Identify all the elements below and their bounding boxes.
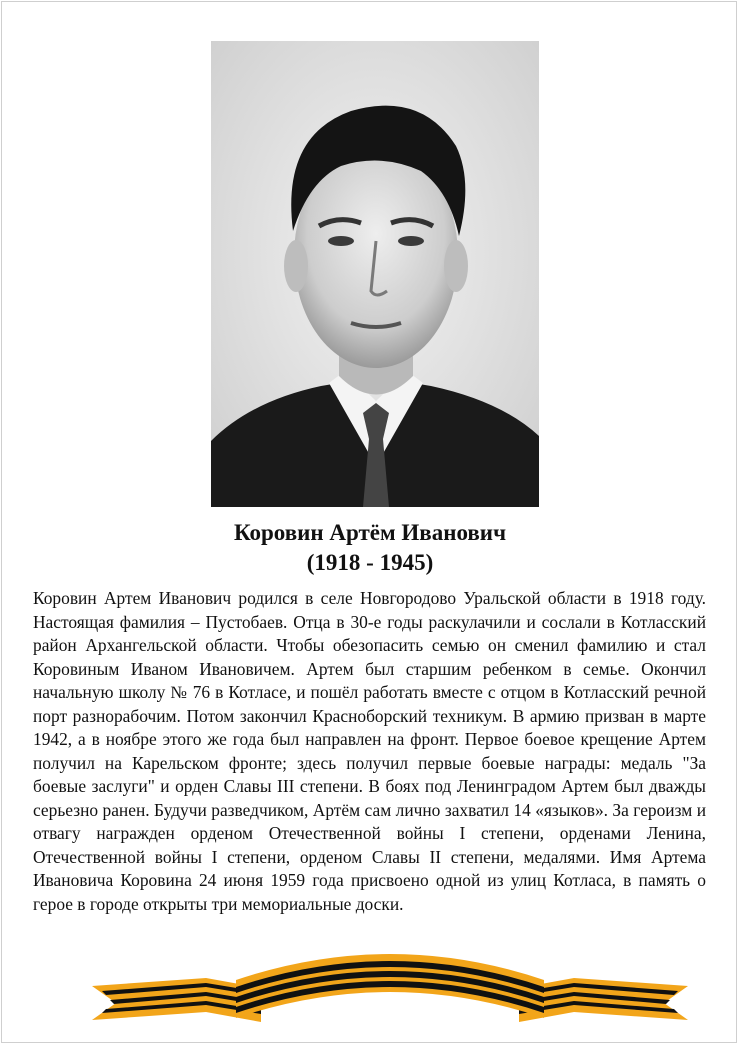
person-heading [0,518,740,578]
biography-text: Коровин Артем Иванович родился в селе Новгородово Уральской области в 1918 году. Настоящая фамилия – Пустобаев. Отца в 30-е годы раскулачили и сослали в Котласский район Архангельской области. Чтобы обезопасить семью он сменил фамилию и стал Коровиным Иваном Ивановичем. Артем был старшим ребенком в семье. Окончил начальную школу № 76 в Котласе, и пошёл работать вместе с отцом в Котласский речной порт разнорабочим. Потом закончил Красноборский техникум. В армию призван в марте 1942, а в ноябре этого же года был направлен на фронт. Первое боевое крещение Артем получил на Карельском фронте; здесь получил первые боевые награды: медаль "За боевые заслуги" и орден Славы III степени. В боях под Ленинградом Артем был дважды серьезно ранен. Будучи разведчиком, Артём сам лично захватил 14 «языков». За героизм и отвагу награжден орденом Отечественной войны I степени, орденами Ленина, Отечественной войны I степени, орденом Славы II степени, медалями. Имя Артема Ивановича Коровина 24 июня 1959 года присвоено одной из улиц Котласа, в память о герое в городе открыты три мемориальные доски. [33,588,706,914]
person-years: (1918 - 1945) [306,550,434,575]
portrait-image [211,41,539,507]
ribbon-image [86,934,694,1026]
portrait-photo [211,41,539,507]
st-george-ribbon [86,934,694,1026]
person-name: Коровин Артём Иванович [233,520,507,545]
